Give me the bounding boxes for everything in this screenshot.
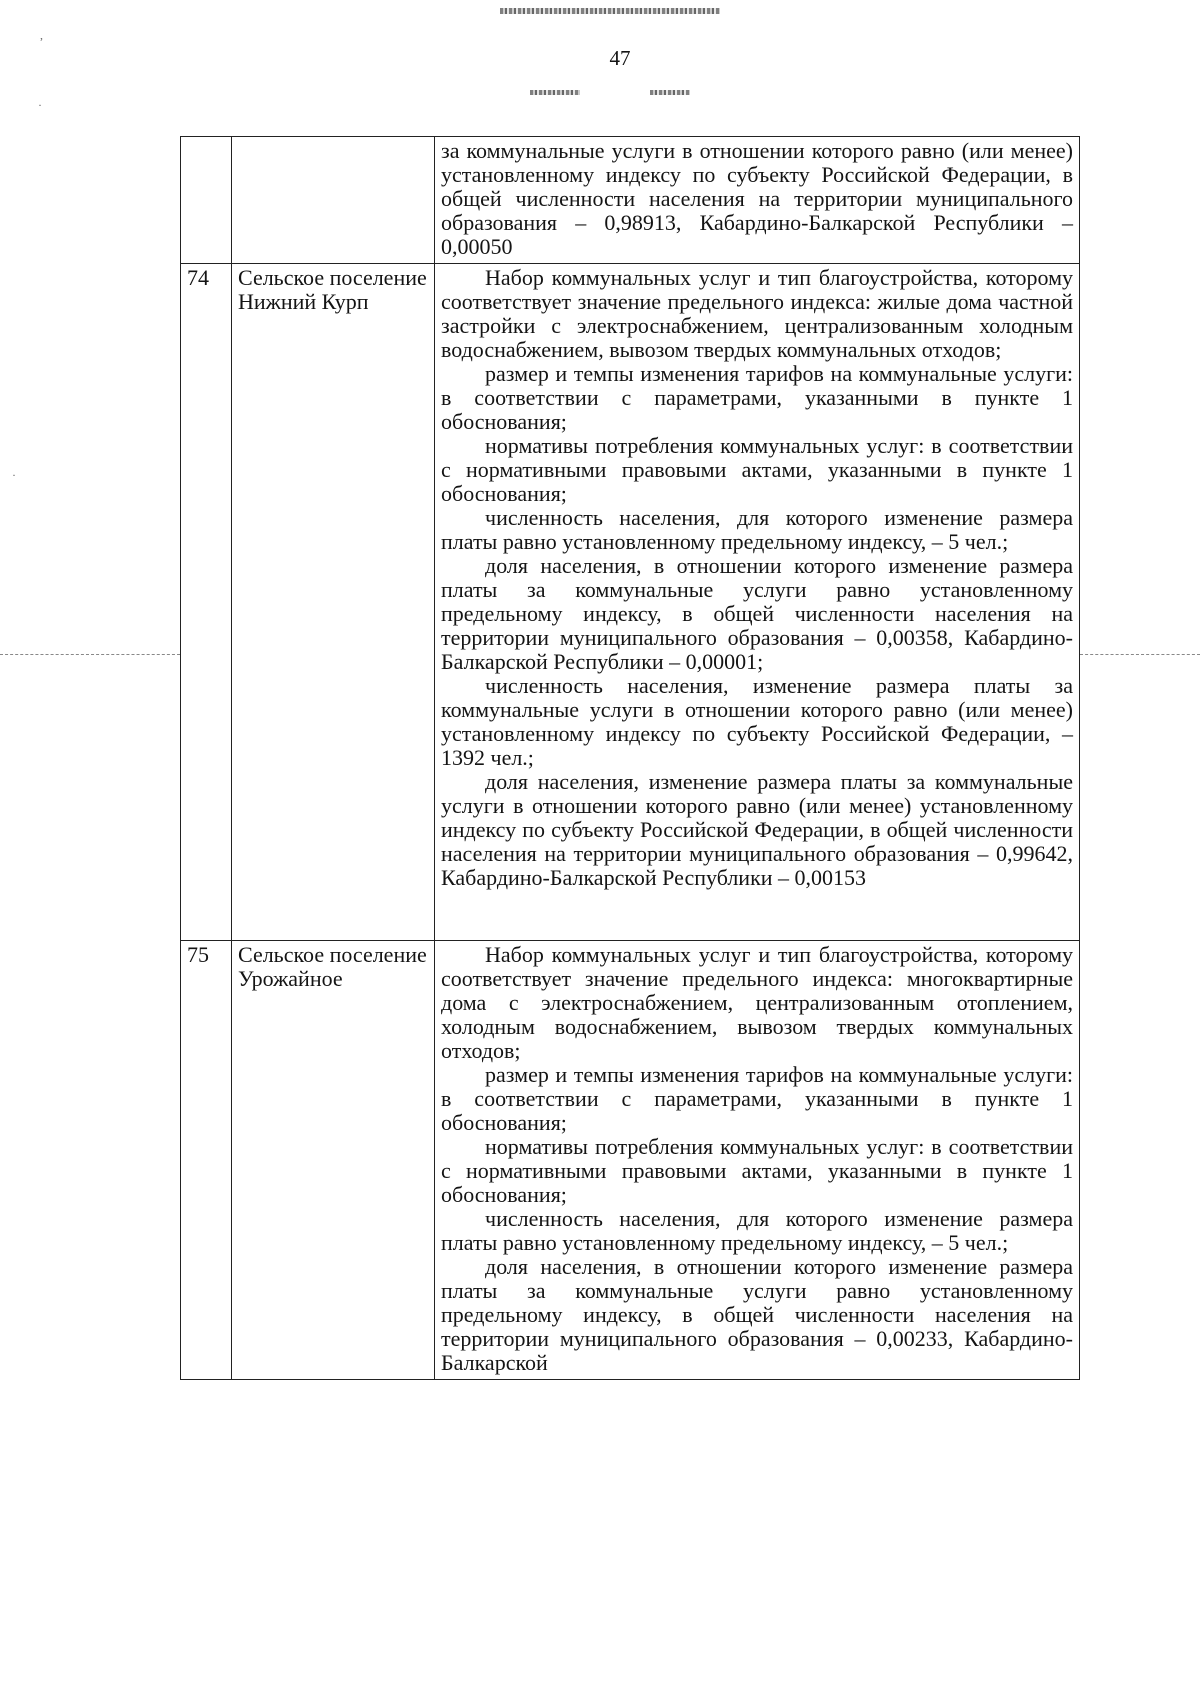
description-paragraph: Набор коммунальных услуг и тип благоустройства, которому соответствует значение предельного индекса: жилые дома частной застройки с электроснабжением, централизованным холодным водоснабжением, вывозом твердых коммунальных отходов; <box>441 265 1073 362</box>
table-row <box>181 264 1080 941</box>
description-paragraph: численность населения, для которого изменение размера платы равно установленному предельному индексу, – 5 чел.; <box>441 505 1073 554</box>
description-paragraph: доля населения, в отношении которого изменение размера платы за коммунальные услуги равно установленному предельному индексу, в общей численности населения на территории муниципального образования – 0,00233, Кабардино-Балкарской <box>441 1254 1073 1375</box>
scan-fold-line-right <box>1080 654 1200 655</box>
description-paragraph: численность населения, для которого изменение размера платы равно установленному предельному индексу, – 5 чел.; <box>441 1206 1073 1255</box>
description-paragraph: доля населения, изменение размера платы за коммунальные услуги в отношении которого равно (или менее) установленному индексу по субъекту Российской Федерации, в общей численности населения на территории муниципального образования – 0,99642, Кабардино-Балкарской Республики – 0,00153 <box>441 769 1073 890</box>
settlement-name <box>232 137 435 264</box>
description-paragraph: размер и темпы изменения тарифов на коммунальные услуги: в соответствии с параметрами, указанными в пункте 1 обоснования; <box>441 361 1073 434</box>
settlement-description <box>435 941 1080 1380</box>
settlements-table <box>180 136 1080 1380</box>
row-number <box>181 137 232 264</box>
scan-artifact-top <box>500 8 720 14</box>
settlement-name: Сельское поселение Нижний Курп <box>232 264 435 941</box>
table-row <box>181 941 1080 1380</box>
scan-fold-line-left <box>0 654 180 655</box>
margin-speck: · <box>38 98 42 112</box>
row-number: 75 <box>181 941 232 1380</box>
table-row <box>181 137 1080 264</box>
description-paragraph: численность населения, изменение размера платы за коммунальные услуги в отношении которого равно (или менее) установленному индексу по субъекту Российской Федерации, – 1392 чел.; <box>441 673 1073 770</box>
margin-speck: · <box>12 468 16 482</box>
margin-speck: , <box>40 28 43 42</box>
row-number: 74 <box>181 264 232 941</box>
description-paragraph: размер и темпы изменения тарифов на коммунальные услуги: в соответствии с параметрами, указанными в пункте 1 обоснования; <box>441 1062 1073 1135</box>
description-paragraph: нормативы потребления коммунальных услуг: в соответствии с нормативными правовыми актами, указанными в пункте 1 обоснования; <box>441 1134 1073 1207</box>
description-paragraph: за коммунальные услуги в отношении которого равно (или менее) установленному индексу по субъекту Российской Федерации, в общей численности населения на территории муниципального образования – 0,98913, Кабардино-Балкарской Республики – 0,00050 <box>441 138 1073 259</box>
scan-artifact-under-number-2 <box>650 90 690 95</box>
page-number: 47 <box>609 46 631 70</box>
description-paragraph: Набор коммунальных услуг и тип благоустройства, которому соответствует значение предельного индекса: многоквартирные дома с электроснабжением, централизованным отоплением, холодным водоснабжением, вывозом твердых коммунальных отходов; <box>441 942 1073 1063</box>
scan-artifact-under-number <box>530 90 580 95</box>
settlement-description <box>435 264 1080 941</box>
description-paragraph: доля населения, в отношении которого изменение размера платы за коммунальные услуги равно установленному предельному индексу, в общей численности населения на территории муниципального образования – 0,00358, Кабардино-Балкарской Республики – 0,00001; <box>441 553 1073 674</box>
settlement-description <box>435 137 1080 264</box>
settlement-name: Сельское поселение Урожайное <box>232 941 435 1380</box>
description-paragraph: нормативы потребления коммунальных услуг: в соответствии с нормативными правовыми актами, указанными в пункте 1 обоснования; <box>441 433 1073 506</box>
